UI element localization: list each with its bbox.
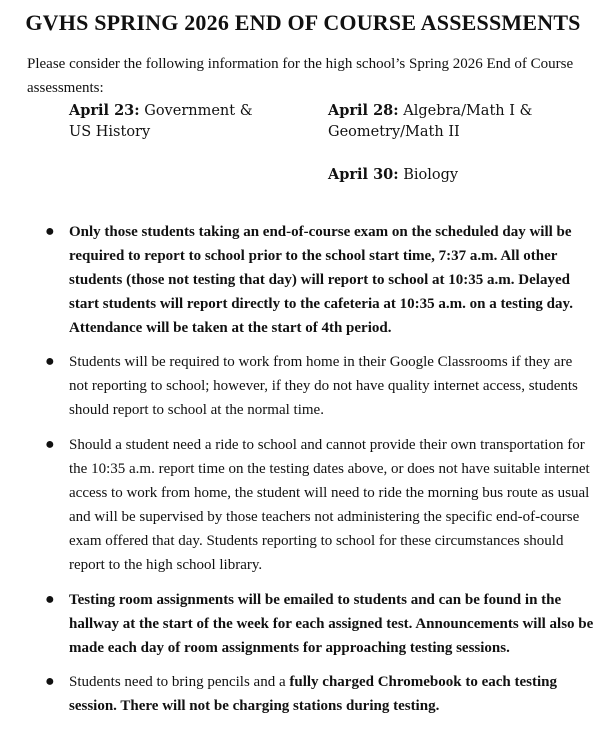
bullet-text: Testing room assignments will be emailed to students and can be found in the hallway at the start of the week for each assigned test. Announcements will also be made each day of room assignments for approaching testing sessions. bbox=[69, 592, 594, 656]
bullet-icon: ● bbox=[45, 436, 55, 453]
list-item bbox=[45, 220, 594, 340]
bullet-text-bold: fully charged Chromebook to each testing session. There will not be charging stations during testing. bbox=[69, 674, 558, 714]
bullet-text: Students will be required to work from home in their Google Classrooms if they are not reporting to school; however, if they do not have quality internet access, students should report to school at the normal time. bbox=[69, 354, 578, 418]
exam-date-label: April 30: bbox=[328, 166, 399, 183]
exam-subjects: Government & US History bbox=[69, 103, 253, 140]
list-item bbox=[45, 350, 594, 422]
document-title: GVHS SPRING 2026 END OF COURSE ASSESSMENTS bbox=[25, 10, 581, 35]
bullet-icon: ● bbox=[45, 591, 55, 608]
exam-date-label: April 28: bbox=[328, 102, 399, 119]
exam-subjects: Algebra/Math I & Geometry/Math II bbox=[328, 103, 533, 140]
exam-date-label: April 23: bbox=[69, 102, 140, 119]
intro-paragraph: Please consider the following information for the high school’s Spring 2026 End of Course assessments: bbox=[27, 56, 574, 96]
exam-subjects: Biology bbox=[398, 167, 459, 183]
list-item bbox=[45, 670, 594, 718]
list-item bbox=[45, 433, 594, 577]
bullet-icon: ● bbox=[45, 673, 55, 690]
bullet-text: Should a student need a ride to school and cannot provide their own transportation for the 10:35 a.m. report time on the testing dates above, or does not have suitable internet access to work from home, the student will need to ride the morning bus route as usual and will be supervised by those teachers not administering the specific end-of-course exam offered that day. Students reporting to school for these circumstances should report to the high school library. bbox=[69, 437, 590, 573]
bullet-text-plain: Students need to bring pencils and a bbox=[69, 674, 290, 690]
bullet-text: Only those students taking an end-of-course exam on the scheduled day will be required to report to school prior to the school start time, 7:37 a.m. All other students (those not testing that day) will report to school at 10:35 a.m. Delayed start students will report directly to the cafeteria at 10:35 a.m. on a testing day. Attendance will be taken at the start of 4th period. bbox=[69, 224, 573, 336]
bullet-icon: ● bbox=[45, 223, 55, 240]
bullet-icon: ● bbox=[45, 353, 55, 370]
exam-date-april-23 bbox=[69, 100, 269, 143]
list-item bbox=[45, 588, 594, 660]
exam-date-april-28 bbox=[328, 100, 548, 143]
exam-date-april-30 bbox=[328, 164, 548, 186]
